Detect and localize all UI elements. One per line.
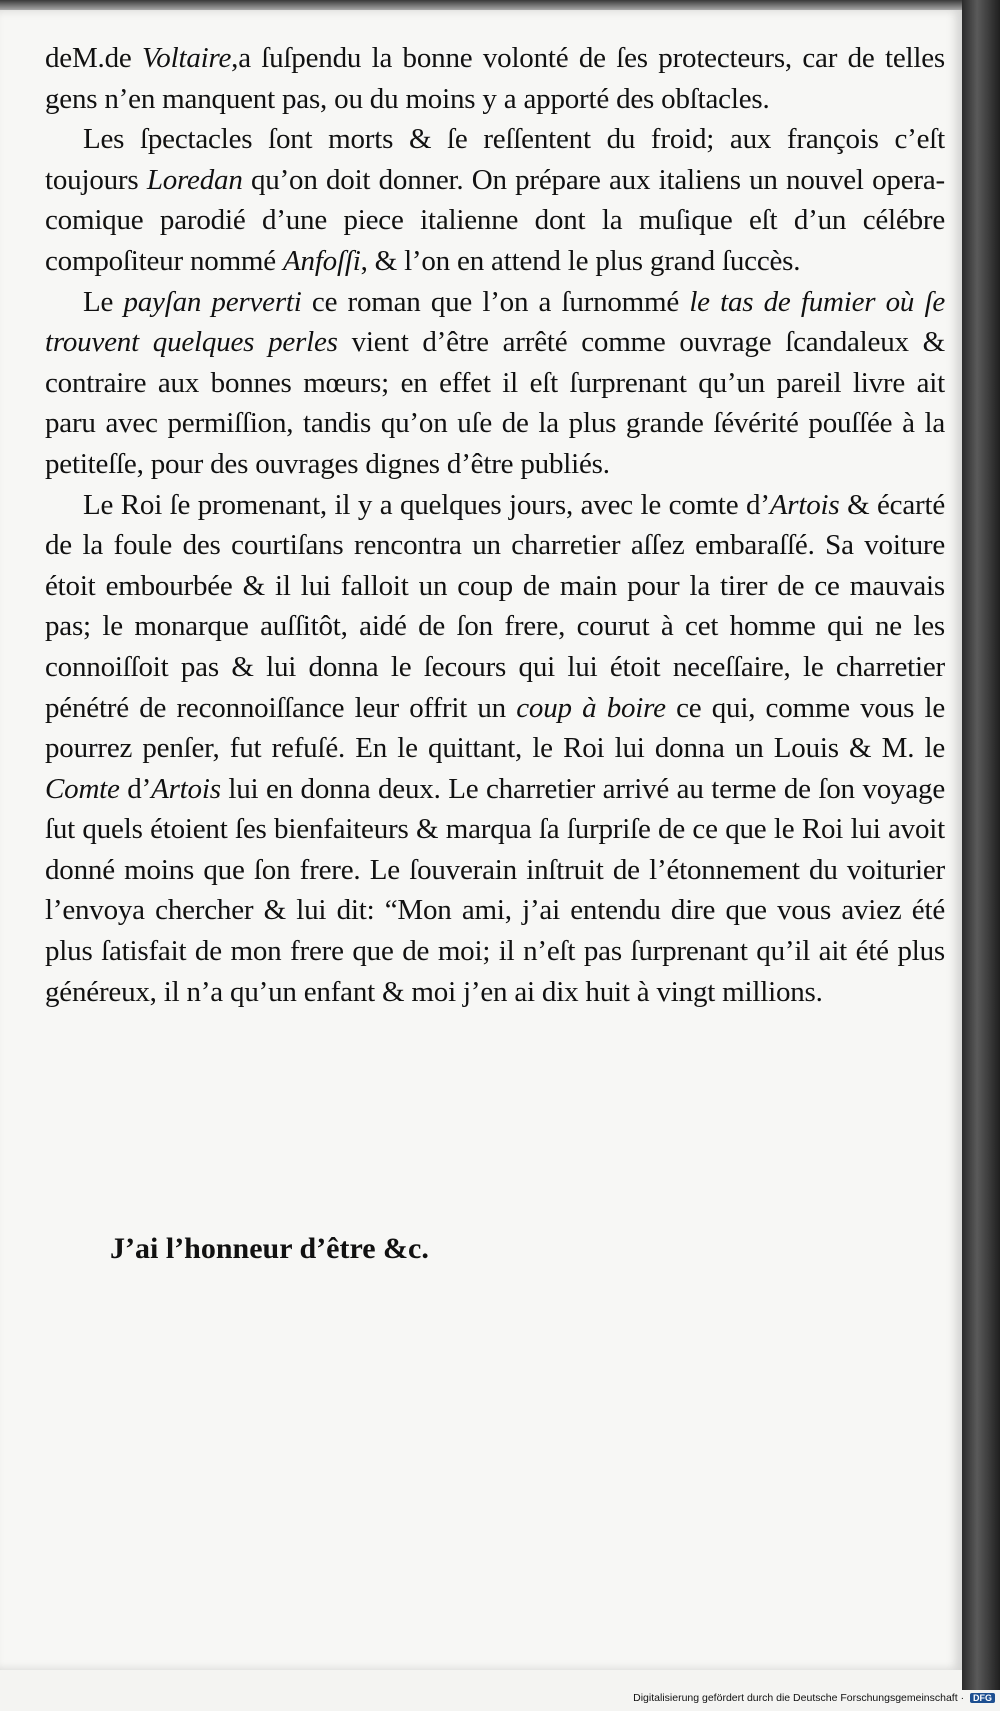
text-run: , & l’on en attend le plus grand ſuccès. bbox=[360, 244, 801, 277]
italic-text: payſan perverti bbox=[123, 285, 302, 318]
italic-text: Loredan bbox=[146, 163, 243, 196]
italic-text: le tas de fumier où ſe trouvent quelques perles bbox=[45, 285, 945, 359]
text-run: deM.de bbox=[45, 42, 142, 74]
text-run: & écarté de la foule des courtiſans rencontra un charretier aſſez embaraſſé. Sa voiture étoit embourbée & il lui falloit un coup de main pour la tirer de ce mauvais pas; le monarque auſſitôt, aidé de ſon frere, courut à cet homme qui ne les connoiſſoit pas & lui donna le ſecours qui lui étoit neceſſaire, le charretier pénétré de reconnoiſſance leur offrit un bbox=[45, 488, 945, 724]
closing-salutation: J’ai l’honneur d’être &c. bbox=[110, 1232, 429, 1265]
paragraph bbox=[45, 485, 945, 1013]
body-text bbox=[45, 38, 945, 1012]
text-run: ,a ſuſpendu la bonne volonté de ſes protecteurs, car de telles gens n’en manquent pas, ou du moins y a apporté des obſtacles. bbox=[45, 42, 945, 115]
text-run: Les ſpectacles ſont morts & ſe reſſentent du froid; aux françois c’eſt toujours bbox=[45, 123, 945, 196]
text-run: lui en donna deux. Le charretier arrivé au terme de ſon voyage ſut quels étoient ſes bienfaiteurs & marqua ſa ſurpriſe de ce que le Roi lui avoit donné moins que ſon frere. Le ſouverain inſtruit de l’étonnement du voiturier l’envoya chercher & lui dit: “Mon ami, j’ai entendu dire que vous aviez été plus ſatisfait de mon frere que de moi; il n’eſt pas ſurprenant qu’il ait été plus généreux, il n’a qu’un enfant & moi j’en ai dix huit à vingt millions. bbox=[45, 772, 945, 1008]
italic-text: Voltaire bbox=[142, 42, 232, 74]
paragraph bbox=[45, 119, 945, 281]
paragraph bbox=[45, 38, 945, 119]
italic-text: Artois bbox=[769, 488, 840, 521]
text-run: d’ bbox=[119, 772, 152, 805]
text-run: Le bbox=[83, 285, 124, 318]
text-run: ce qui, comme vous le pourrez penſer, fut refuſé. En le quittant, le Roi lui donna un Louis & M. le bbox=[45, 691, 945, 765]
text-run: vient d’être arrêté comme ouvrage ſcandaleux & contraire aux bonnes mœurs; en effet il eſt ſurprenant qu’un pareil livre ait paru avec permiſſion, tandis qu’on uſe de la plus grande ſévérité pouſſée à la petiteſſe, pour des ouvrages dignes d’être publiés. bbox=[45, 326, 945, 480]
italic-text: coup à boire bbox=[516, 691, 666, 724]
italic-text: Artois bbox=[151, 772, 221, 805]
text-run: Le Roi ſe promenant, il y a quelques jours, avec le comte d’ bbox=[83, 488, 770, 521]
book-binding-edge bbox=[962, 0, 1000, 1690]
text-run: ce roman que l’on a ſurnommé bbox=[301, 285, 690, 318]
italic-text: Anfoſſi bbox=[283, 244, 361, 277]
digitization-footer: Digitalisierung gefördert durch die Deutsche Forschungsgemeinschaft · DFG bbox=[610, 1692, 995, 1708]
footer-text: Digitalisierung gefördert durch die Deutsche Forschungsgemeinschaft bbox=[633, 1692, 958, 1704]
text-run: qu’on doit donner. On prépare aux italiens un nouvel opera-comique parodié d’une piece italienne dont la muſique eſt d’un célébre compoſiteur nommé bbox=[45, 163, 945, 277]
dfg-logo: DFG bbox=[970, 1693, 995, 1703]
italic-text: Comte bbox=[45, 772, 120, 805]
paragraph bbox=[45, 282, 945, 485]
